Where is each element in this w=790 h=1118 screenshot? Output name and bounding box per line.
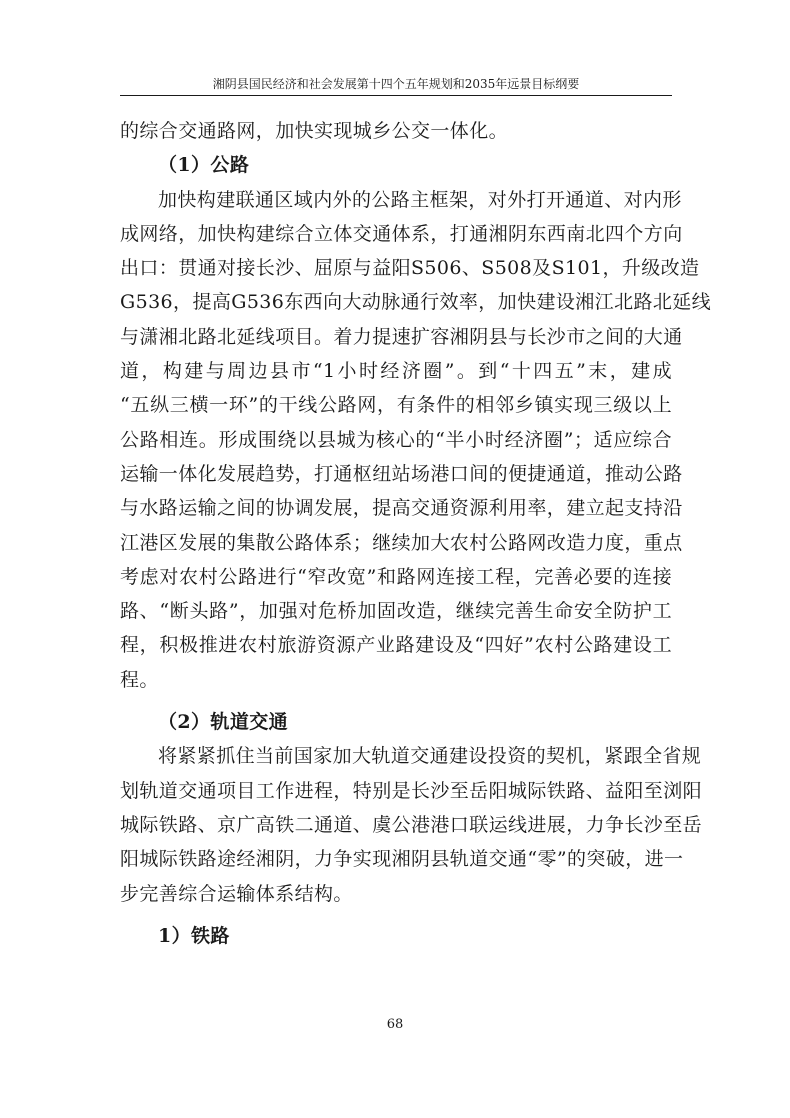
paragraph-line: 与水路运输之间的协调发展，提高交通资源利用率，建立起支持沿 <box>120 497 683 520</box>
paragraph-line: 阳城际铁路途经湘阴，力争实现湘阴县轨道交通“零”的突破，进一 <box>120 848 684 871</box>
intro-line: 的综合交通路网，加快实现城乡公交一体化。 <box>120 120 509 142</box>
paragraph-line: 考虑对农村公路进行“窄改宽”和路网连接工程，完善必要的连接 <box>120 565 672 588</box>
paragraph-line: 与潇湘北路北延线项目。着力提速扩容湘阴县与长沙市之间的大通 <box>120 325 683 348</box>
paragraph-line: “五纵三横一环”的干线公路网，有条件的相邻乡镇实现三级以上 <box>120 394 672 417</box>
paragraph-line: 江港区发展的集散公路体系；继续加大农村公路网改造力度，重点 <box>120 531 683 554</box>
rail-paragraph <box>120 739 703 910</box>
header-divider <box>120 95 672 96</box>
paragraph-line: 程，积极推进农村旅游资源产业路建设及“四好”农村公路建设工 <box>120 634 672 657</box>
section-heading-rail: （2）轨道交通 <box>158 711 289 734</box>
road-paragraph <box>120 183 712 697</box>
paragraph-line: 加快构建联通区域内外的公路主框架，对外打开通道、对内形 <box>158 188 682 211</box>
paragraph-line: 路、“断头路”，加强对危桥加固改造，继续完善生命安全防护工 <box>120 600 672 623</box>
paragraph-line: 成网络，加快构建综合立体交通体系，打通湘阴东西南北四个方向 <box>120 222 683 245</box>
paragraph-line: 公路相连。形成围绕以县城为核心的“半小时经济圈”；适应综合 <box>120 428 672 451</box>
paragraph-line: G536，提高G536东西向大动脉通行效率，加快建设湘江北路北延线 <box>120 291 712 314</box>
paragraph-line: 运输一体化发展趋势，打通枢纽站场港口间的便捷通道，推动公路 <box>120 462 683 485</box>
paragraph-line: 划轨道交通项目工作进程，特别是长沙至岳阳城际铁路、益阳至浏阳 <box>120 779 703 802</box>
page-number: 68 <box>386 1017 404 1032</box>
paragraph-line: 步完善综合运输体系结构。 <box>120 882 353 905</box>
section-heading-railway: 1）铁路 <box>158 924 230 947</box>
section-heading-road: （1）公路 <box>158 154 250 177</box>
paragraph-line: 城际铁路、京广高铁二通道、虞公港港口联运线进展，力争长沙至岳 <box>120 813 703 836</box>
paragraph-line: 道，构建与周边县市“1小时经济圈”。到“十四五”末，建成 <box>120 360 672 383</box>
paragraph-line: 将紧紧抓住当前国家加大轨道交通建设投资的契机，紧跟全省规 <box>158 745 702 768</box>
document-body <box>120 114 712 953</box>
paragraph-line: 程。 <box>120 668 159 691</box>
running-header: 湘阴县国民经济和社会发展第十四个五年规划和2035年远景目标纲要 <box>212 77 580 91</box>
paragraph-line: 出口：贯通对接长沙、屈原与益阳S506、S508及S101，升级改造 <box>120 257 700 280</box>
